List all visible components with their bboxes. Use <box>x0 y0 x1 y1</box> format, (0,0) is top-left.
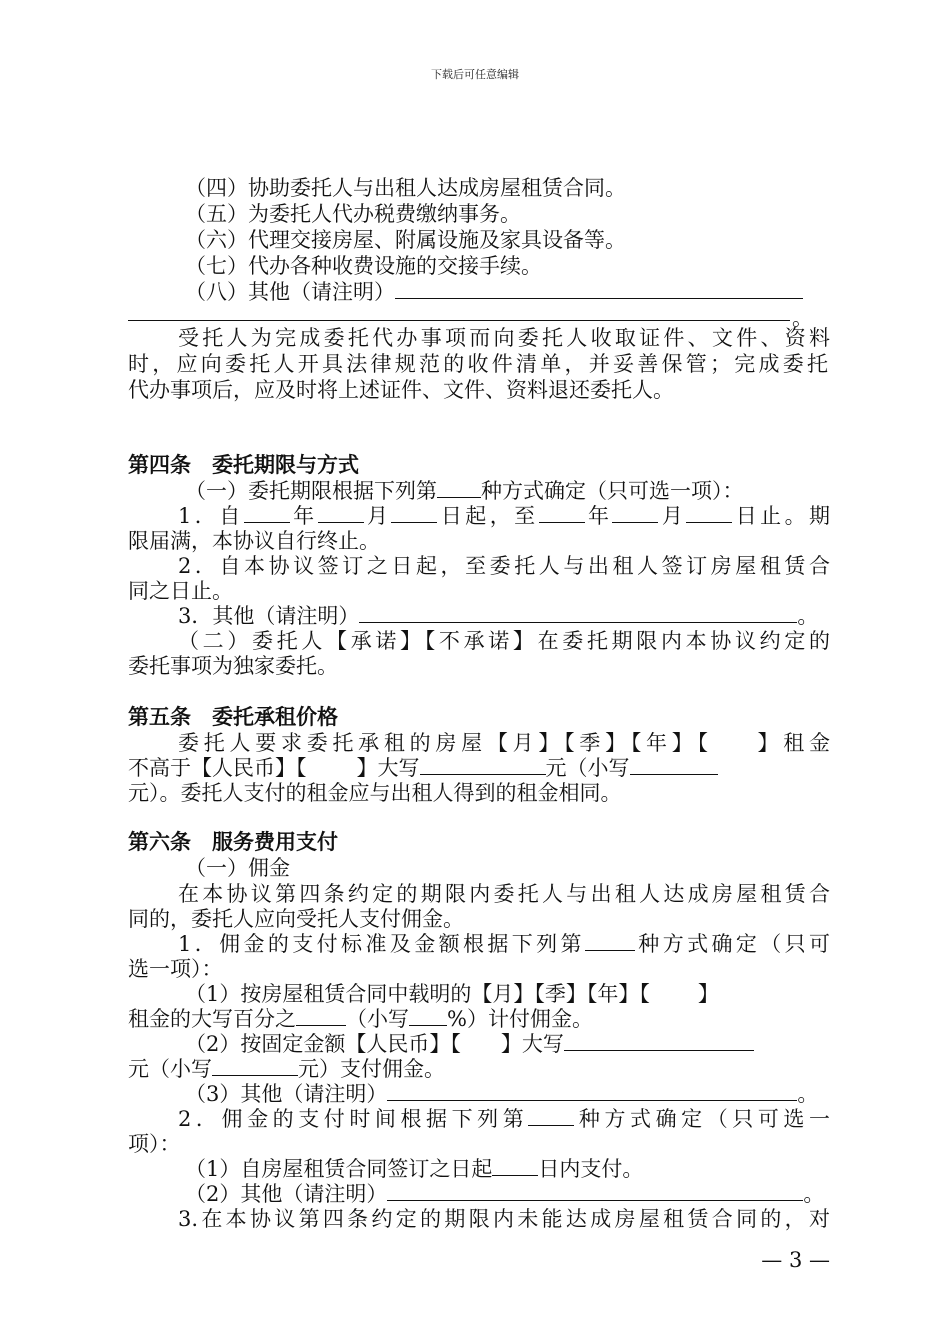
list-item: （六）代理交接房屋、附属设施及家具设备等。 <box>185 228 626 252</box>
blank-line <box>612 503 658 523</box>
text-line: 2．佣金的支付时间根据下列第 种方式确定（只可选一 <box>178 1107 830 1131</box>
blank-line <box>564 1031 754 1051</box>
blank-line <box>420 755 546 775</box>
blank-line <box>387 1081 797 1101</box>
list-item: （五）为委托人代办税费缴纳事务。 <box>185 202 521 226</box>
text-line: 委托事项为独家委托。 <box>128 654 338 678</box>
article-6-title: 第六条 服务费用支付 <box>128 830 338 854</box>
text-line: 元）。委托人支付的租金应与出租人得到的租金相同。 <box>128 781 622 805</box>
blank-line <box>318 503 364 523</box>
page-number: — 3 — <box>761 1248 830 1272</box>
header-note: 下载后可任意编辑 <box>431 68 519 81</box>
text-line: 3.在本协议第四条约定的期限内未能达成房屋租赁合同的，对 <box>178 1207 830 1231</box>
text-line: （1）自房屋租赁合同签订之日起 日内支付。 <box>185 1157 644 1181</box>
blank-line <box>437 478 481 498</box>
article-4-title: 第四条 委托期限与方式 <box>128 453 359 477</box>
text-line: （二）委托人【承诺】【不承诺】在委托期限内本协议约定的 <box>178 629 830 653</box>
paragraph-line: 时，应向委托人开具法律规范的收件清单，并妥善保管；完成委托 <box>128 352 828 376</box>
text-line: （2）其他（请注明） 。 <box>185 1182 825 1206</box>
text-line: 同之日止。 <box>128 579 233 603</box>
text-line: 2．自本协议签订之日起，至委托人与出租人签订房屋租赁合 <box>178 554 830 578</box>
blank-line <box>359 603 797 623</box>
blank-line <box>492 1156 538 1176</box>
text-line: 3．其他（请注明） 。 <box>178 604 819 628</box>
text-line: 同的，委托人应向受托人支付佣金。 <box>128 907 464 931</box>
blank-line <box>686 503 732 523</box>
text-line: 1．自 年 月 日起，至 年 月 日止。期 <box>178 504 831 528</box>
blank-line <box>585 931 635 951</box>
text-line: 租金的大写百分之 （小写 %）计付佣金。 <box>128 1007 593 1031</box>
blank-line <box>391 503 437 523</box>
text-line: 限届满，本协议自行终止。 <box>128 529 380 553</box>
text-line: （3）其他（请注明） 。 <box>185 1082 819 1106</box>
blank-line <box>244 503 290 523</box>
blank-line <box>409 1006 447 1026</box>
blank-line <box>212 1056 298 1076</box>
period: 。 <box>792 306 813 330</box>
blank-line <box>128 320 790 321</box>
text-line: 选一项）： <box>128 957 223 981</box>
text-line: （2）按固定金额【人民币】【 】大写 <box>185 1031 754 1057</box>
text-line: 项）： <box>128 1132 181 1156</box>
text-line: 委托人要求委托承租的房屋【月】【季】【年】【 】租金 <box>178 731 831 755</box>
article-5-title: 第五条 委托承租价格 <box>128 705 338 729</box>
list-item: （四）协助委托人与出租人达成房屋租赁合同。 <box>185 176 626 200</box>
text-line: 不高于【人民币】【 】大写 元（小写 <box>128 755 718 781</box>
text-line: （1）按房屋租赁合同中载明的【月】【季】【年】【 】 <box>185 982 719 1006</box>
blank-line <box>630 755 718 775</box>
list-item-other: （八）其他（请注明） <box>185 279 803 305</box>
blank-line <box>539 503 585 523</box>
blank-line <box>528 1106 574 1126</box>
text-line: （一）佣金 <box>185 856 290 880</box>
text-line: （一）委托期限根据下列第 种方式确定（只可选一项）： <box>185 479 744 503</box>
paragraph-line: 受托人为完成委托代办事项而向委托人收取证件、文件、资料 <box>178 326 830 350</box>
text-line: 1．佣金的支付标准及金额根据下列第 种方式确定（只可 <box>178 932 831 956</box>
text-line: 在本协议第四条约定的期限内委托人与出租人达成房屋租赁合 <box>178 882 830 906</box>
blank-line <box>387 1181 803 1201</box>
text-line: 元（小写 元）支付佣金。 <box>128 1057 445 1081</box>
list-item: （七）代办各种收费设施的交接手续。 <box>185 254 542 278</box>
paragraph-line: 代办事项后，应及时将上述证件、文件、资料退还委托人。 <box>128 378 674 402</box>
blank-line <box>395 279 803 299</box>
blank-line <box>296 1006 346 1026</box>
